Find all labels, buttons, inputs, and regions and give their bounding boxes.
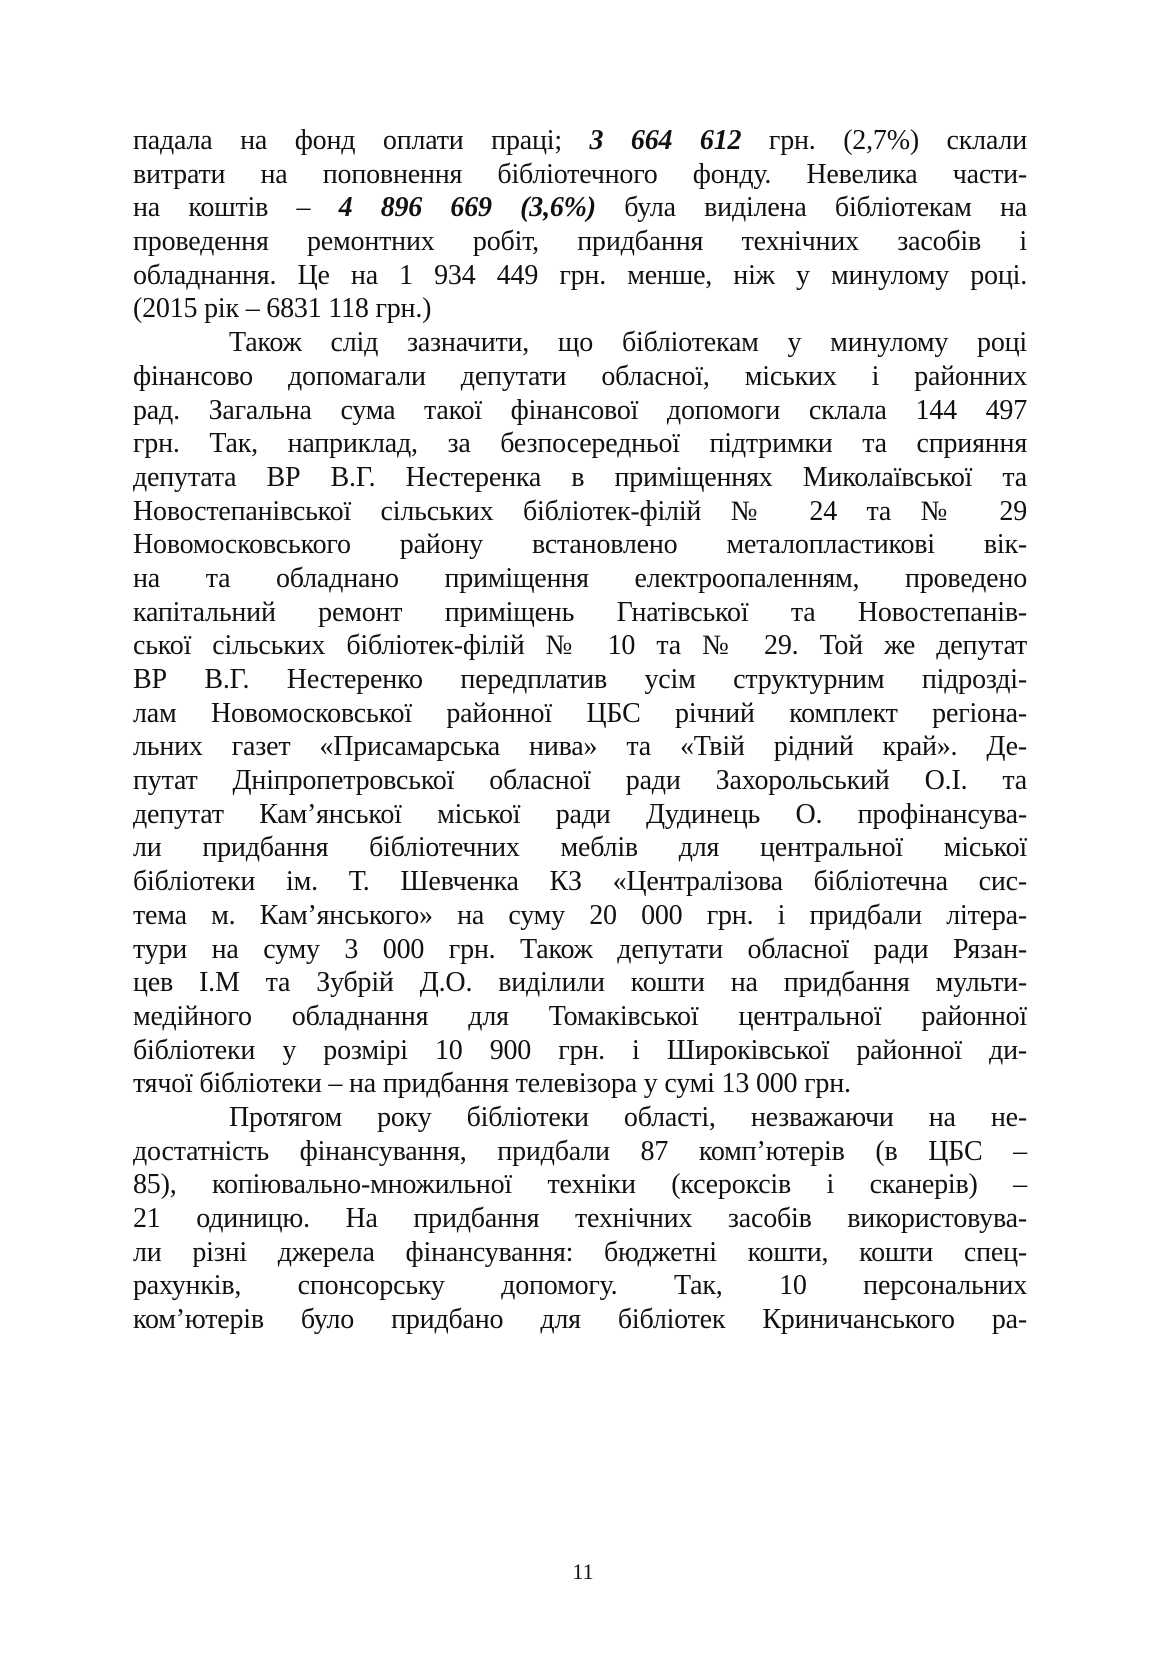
text-line: Протягом року бібліотеки області, незважаючи на не- xyxy=(229,1101,1027,1133)
text-line: путат Дніпропетровської обласної ради Захорольський О.І. та xyxy=(133,765,1027,797)
text-line: достатність фінансування, придбали 87 комп’ютерів (в ЦБС – xyxy=(133,1135,1027,1167)
text-line: бібліотеки у розмірі 10 900 грн. і Широківської районної ди- xyxy=(133,1034,1027,1066)
text-line: ВР В.Г. Нестеренко передплатив усім структурним підрозді- xyxy=(133,664,1027,695)
text-line: медійного обладнання для Томаківської центральної районної xyxy=(133,1000,1027,1032)
body-text xyxy=(133,124,1027,1337)
text-line: грн. Так, наприклад, за безпосередньої підтримки та сприяння xyxy=(133,428,1027,460)
text-line: лам Новомосковської районної ЦБС річний комплект регіона- xyxy=(133,697,1027,729)
text-line: 85), копіювально-множильної техніки (ксероксів і сканерів) – xyxy=(133,1169,1027,1201)
page-number: 11 xyxy=(572,1559,594,1584)
text-line: витрати на поповнення бібліотечного фонду. Невелика части- xyxy=(133,158,1027,190)
text-line: депутат Кам’янської міської ради Дудинець О. профінансува- xyxy=(133,798,1027,830)
text-line: на коштів – 4 896 669 (3,6%) була виділена бібліотекам на xyxy=(133,192,1027,224)
text-line: Також слід зазначити, що бібліотекам у минулому році xyxy=(229,327,1027,359)
text-line: ли різні джерела фінансування: бюджетні кошти, кошти спец- xyxy=(133,1236,1027,1268)
paragraph xyxy=(133,326,1027,1101)
text-line: ської сільських бібліотек-філій № 10 та № 29. Той же депутат xyxy=(133,630,1027,662)
text-line: капітальний ремонт приміщень Гнатівської та Новостепанів- xyxy=(133,596,1027,628)
text-line: цев І.М та Зубрій Д.О. виділили кошти на придбання мульти- xyxy=(133,967,1027,999)
text-line: обладнання. Це на 1 934 449 грн. менше, ніж у минулому році. xyxy=(133,259,1027,291)
text-line: тема м. Кам’янського» на суму 20 000 грн. і придбали літера- xyxy=(133,899,1027,931)
paragraph xyxy=(133,1101,1027,1337)
text-line: проведення ремонтних робіт, придбання технічних засобів і xyxy=(133,226,1027,258)
text-line: льних газет «Присамарська нива» та «Твій рідний край». Де- xyxy=(133,731,1027,763)
text-line: тури на суму 3 000 грн. Також депутати обласної ради Рязан- xyxy=(133,933,1027,965)
text-line: рахунків, спонсорську допомогу. Так, 10 персональних xyxy=(133,1270,1027,1302)
text-line: 21 одиницю. На придбання технічних засобів використовува- xyxy=(133,1203,1027,1234)
text-line: падала на фонд оплати праці; 3 664 612 грн. (2,7%) склали xyxy=(133,125,1027,156)
text-line: депутата ВР В.Г. Нестеренка в приміщеннях Миколаївської та xyxy=(133,461,1027,493)
paragraph xyxy=(133,124,1027,326)
text-line: (2015 рік – 6831 118 грн.) xyxy=(133,293,432,325)
text-line: рад. Загальна сума такої фінансової допомоги склала 144 497 xyxy=(133,394,1027,426)
text-line: Новомосковського району встановлено металопластикові вік- xyxy=(133,529,1027,561)
emphasized-figure: 4 896 669 (3,6%) xyxy=(338,192,596,224)
emphasized-figure: 3 664 612 xyxy=(589,125,742,156)
text-line: ли придбання бібліотечних меблів для центральної міської xyxy=(133,832,1027,864)
text-line: ком’ютерів було придбано для бібліотек Криничанського ра- xyxy=(133,1304,1027,1336)
text-line: фінансово допомагали депутати обласної, міських і районних xyxy=(133,360,1027,392)
text-line: бібліотеки ім. Т. Шевченка КЗ «Централізова бібліотечна сис- xyxy=(133,866,1027,898)
text-line: тячої бібліотеки – на придбання телевізора у сумі 13 000 грн. xyxy=(133,1068,851,1100)
text-line: на та обладнано приміщення електроопаленням, проведено xyxy=(133,562,1027,594)
text-line: Новостепанівської сільських бібліотек-філій № 24 та № 29 xyxy=(133,495,1027,527)
